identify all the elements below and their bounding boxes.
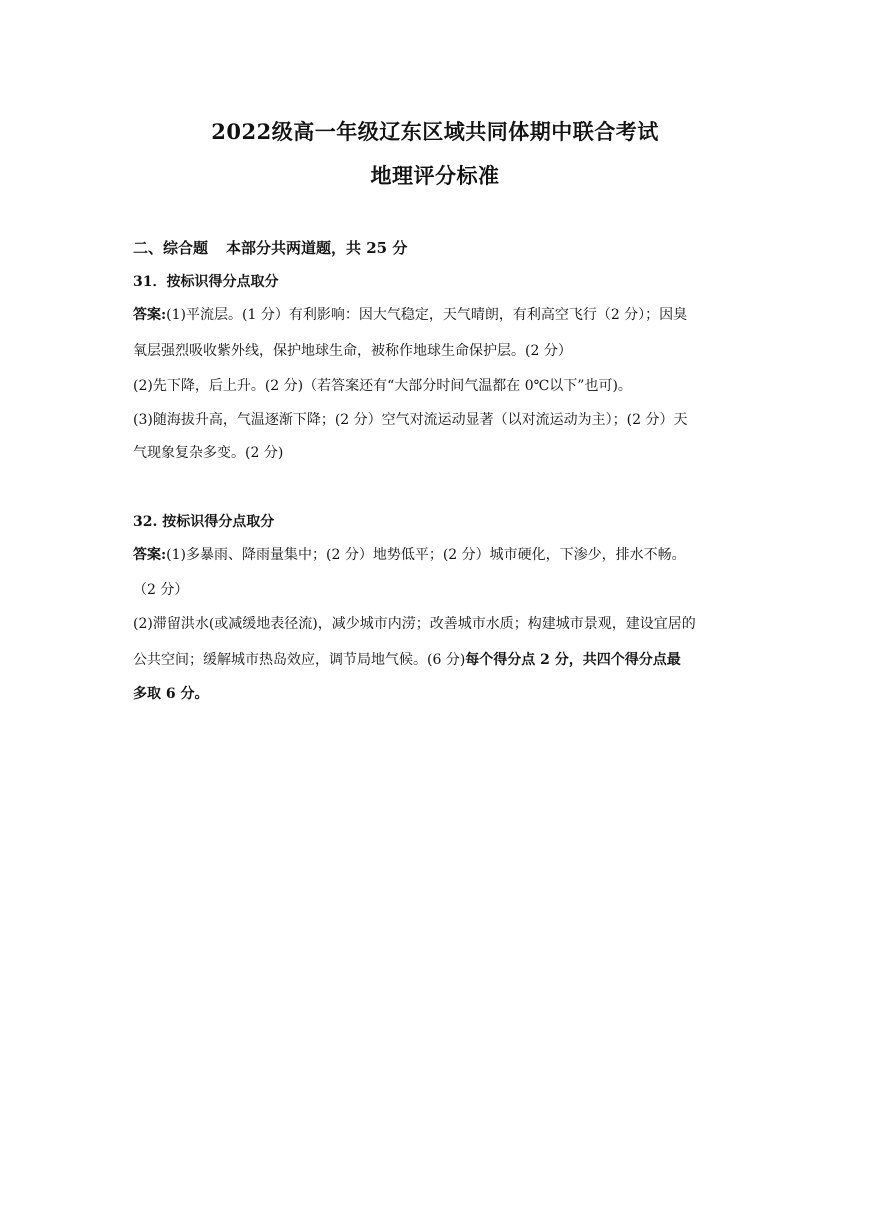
q32-answer-line-2: （2 分） [133,582,189,598]
page-title: 2022级高一年级辽东区域共同体期中联合考试 [211,119,659,144]
q31-answer-line-1: 答案:(1)平流层。(1 分）有利影响：因大气稳定，天气晴朗，有利高空飞行（2 分）；因臭 [133,307,688,323]
q31-answer-line-4: (3)随海拔升高，气温逐渐下降；(2 分）空气对流运动显著（以对流运动为主）；(2 分）天 [133,412,688,428]
q31-answer-label: 答案: [133,307,167,323]
section-number-title: 二、综合题 [133,239,209,257]
q32-scoring-note: 每个得分点 2 分，共四个得分点最 [465,652,681,668]
section-heading [133,237,407,258]
q31-answer-line-2: 氧层强烈吸收紫外线，保护地球生命，被称作地球生命保护层。(2 分） [133,343,572,359]
q32-answer-line-5: 多取 6 分。 [133,686,209,702]
q31-answer-line-3: (2)先下降，后上升。(2 分)（若答案还有“大部分时间气温都在 0℃以下”也可)。 [133,378,632,394]
page-subtitle: 地理评分标准 [370,163,500,188]
q32-answer-line-3: (2)滞留洪水(或减缓地表径流)，减少城市内涝；改善城市水质；构建城市景观，建设宜居的 [133,616,696,632]
q32-answer-line-1: 答案:(1)多暴雨、降雨量集中；(2 分）地势低平；(2 分）城市硬化，下渗少，排水不畅。 [133,547,686,563]
section-description: 本部分共两道题，共 25 分 [226,239,408,257]
q32-heading: 32. 按标识得分点取分 [133,514,275,530]
q31-answer-line-5: 气现象复杂多变。(2 分) [133,445,284,461]
q31-heading: 31．按标识得分点取分 [133,274,279,290]
q32-answer-label: 答案: [133,547,167,563]
q32-answer-line-4: 公共空间；缓解城市热岛效应，调节局地气候。(6 分)每个得分点 2 分，共四个得分点最 [133,652,681,668]
